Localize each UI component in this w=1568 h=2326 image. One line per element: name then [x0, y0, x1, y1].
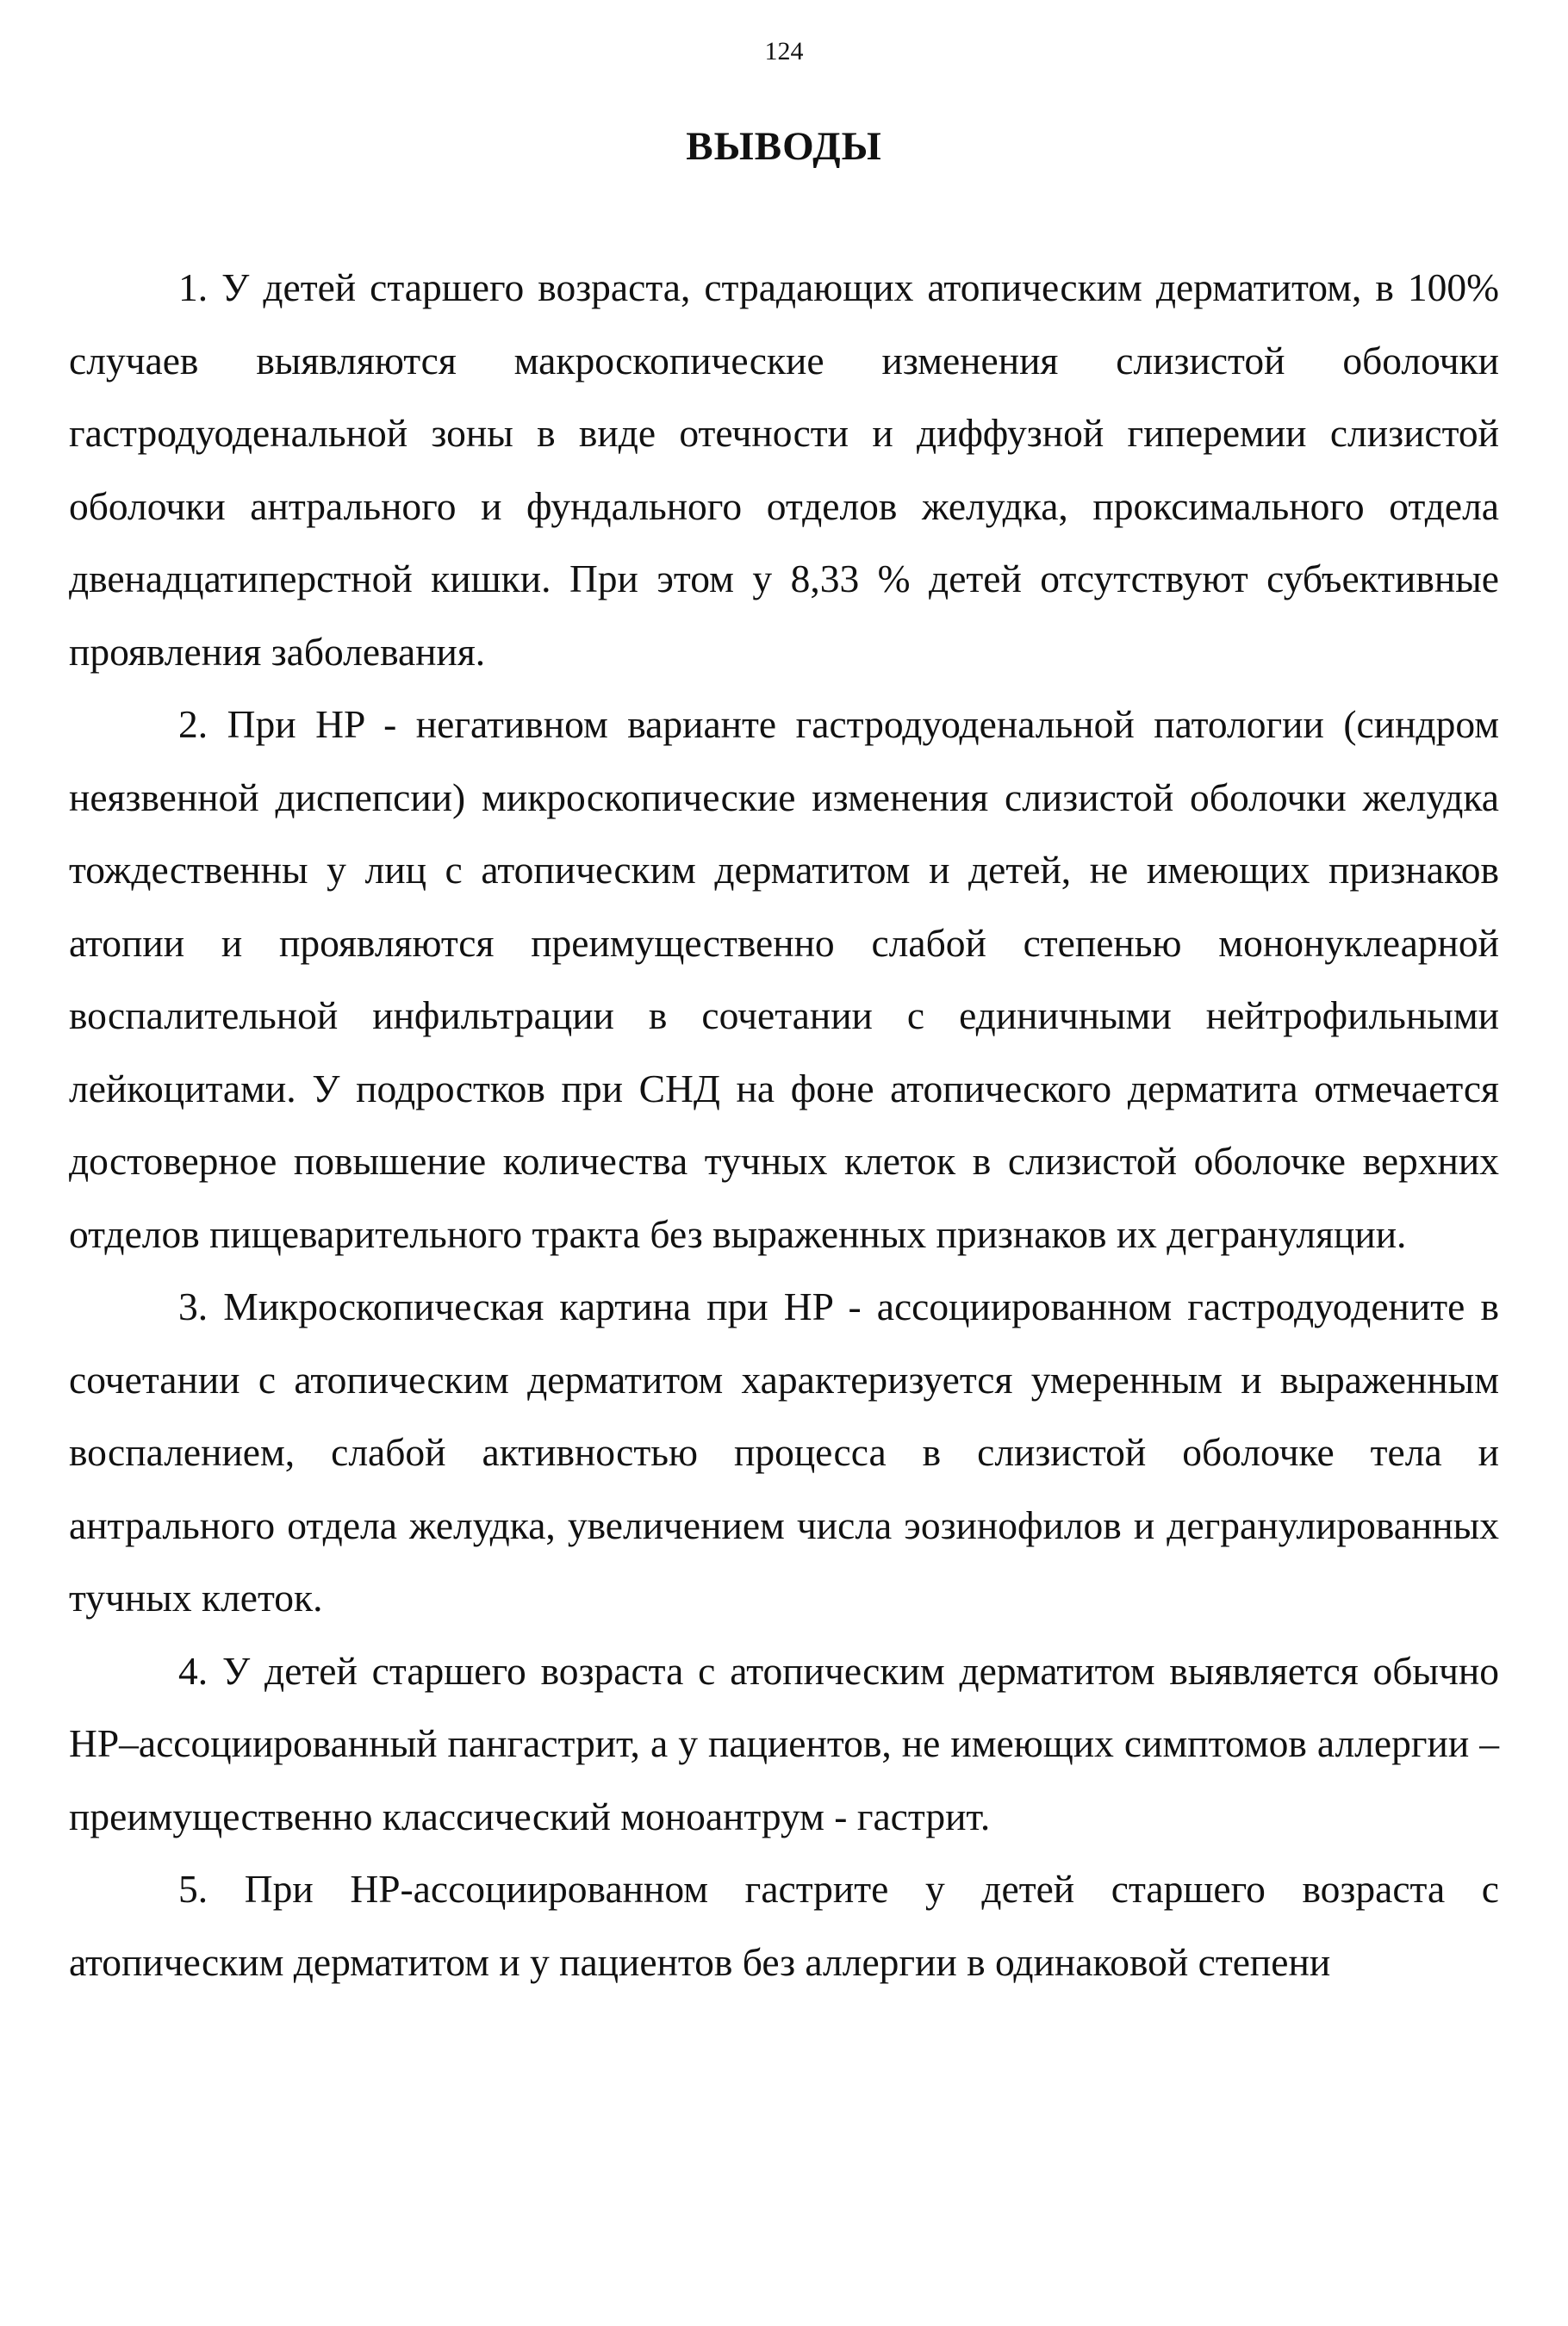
conclusion-paragraph-4: 4. У детей старшего возраста с атопическим дерматитом выявляется обычно HP–ассоциированный пангастрит, а у пациентов, не имеющих симптомов аллергии – преимущественно классический моноантрум - гастрит.	[69, 1648, 1499, 1838]
conclusions-body	[69, 252, 1499, 1999]
conclusion-paragraph-1: 1. У детей старшего возраста, страдающих атопическим дерматитом, в 100% случаев выявляются макроскопические изменения слизистой оболочки гастродуоденальной зоны в виде отечности и диффузной гиперемии слизистой оболочки антрального и фундального отделов желудка, проксимального отдела двенадцатиперстной кишки. При этом у 8,33 % детей отсутствуют субъективные проявления заболевания.	[69, 265, 1499, 674]
section-heading: ВЫВОДЫ	[686, 124, 882, 169]
conclusion-paragraph-2: 2. При HP - негативном варианте гастродуоденальной патологии (синдром неязвенной диспепсии) микроскопические изменения слизистой оболочки желудка тождественны у лиц с атопическим дерматитом и детей, не имеющих признаков атопии и проявляются преимущественно слабой степенью мононуклеарной воспалительной инфильтрации в сочетании с единичными нейтрофильными лейкоцитами. У подростков при СНД на фоне атопического дерматита отмечается достоверное повышение количества тучных клеток в слизистой оболочке верхних отделов пищеварительного тракта без выраженных признаков их дегрануляции.	[69, 702, 1499, 1256]
page-number: 124	[764, 37, 804, 65]
conclusion-paragraph-5: 5. При HP-ассоциированном гастрите у детей старшего возраста с атопическим дерматитом и у пациентов без аллергии в одинаковой степени	[69, 1867, 1499, 1984]
conclusion-paragraph-3: 3. Микроскопическая картина при HP - ассоциированном гастродуодените в сочетании с атопическим дерматитом характеризуется умеренным и выраженным воспалением, слабой активностью процесса в слизистой оболочке тела и антрального отдела желудка, увеличением числа эозинофилов и дегранулированных тучных клеток.	[69, 1284, 1499, 1620]
